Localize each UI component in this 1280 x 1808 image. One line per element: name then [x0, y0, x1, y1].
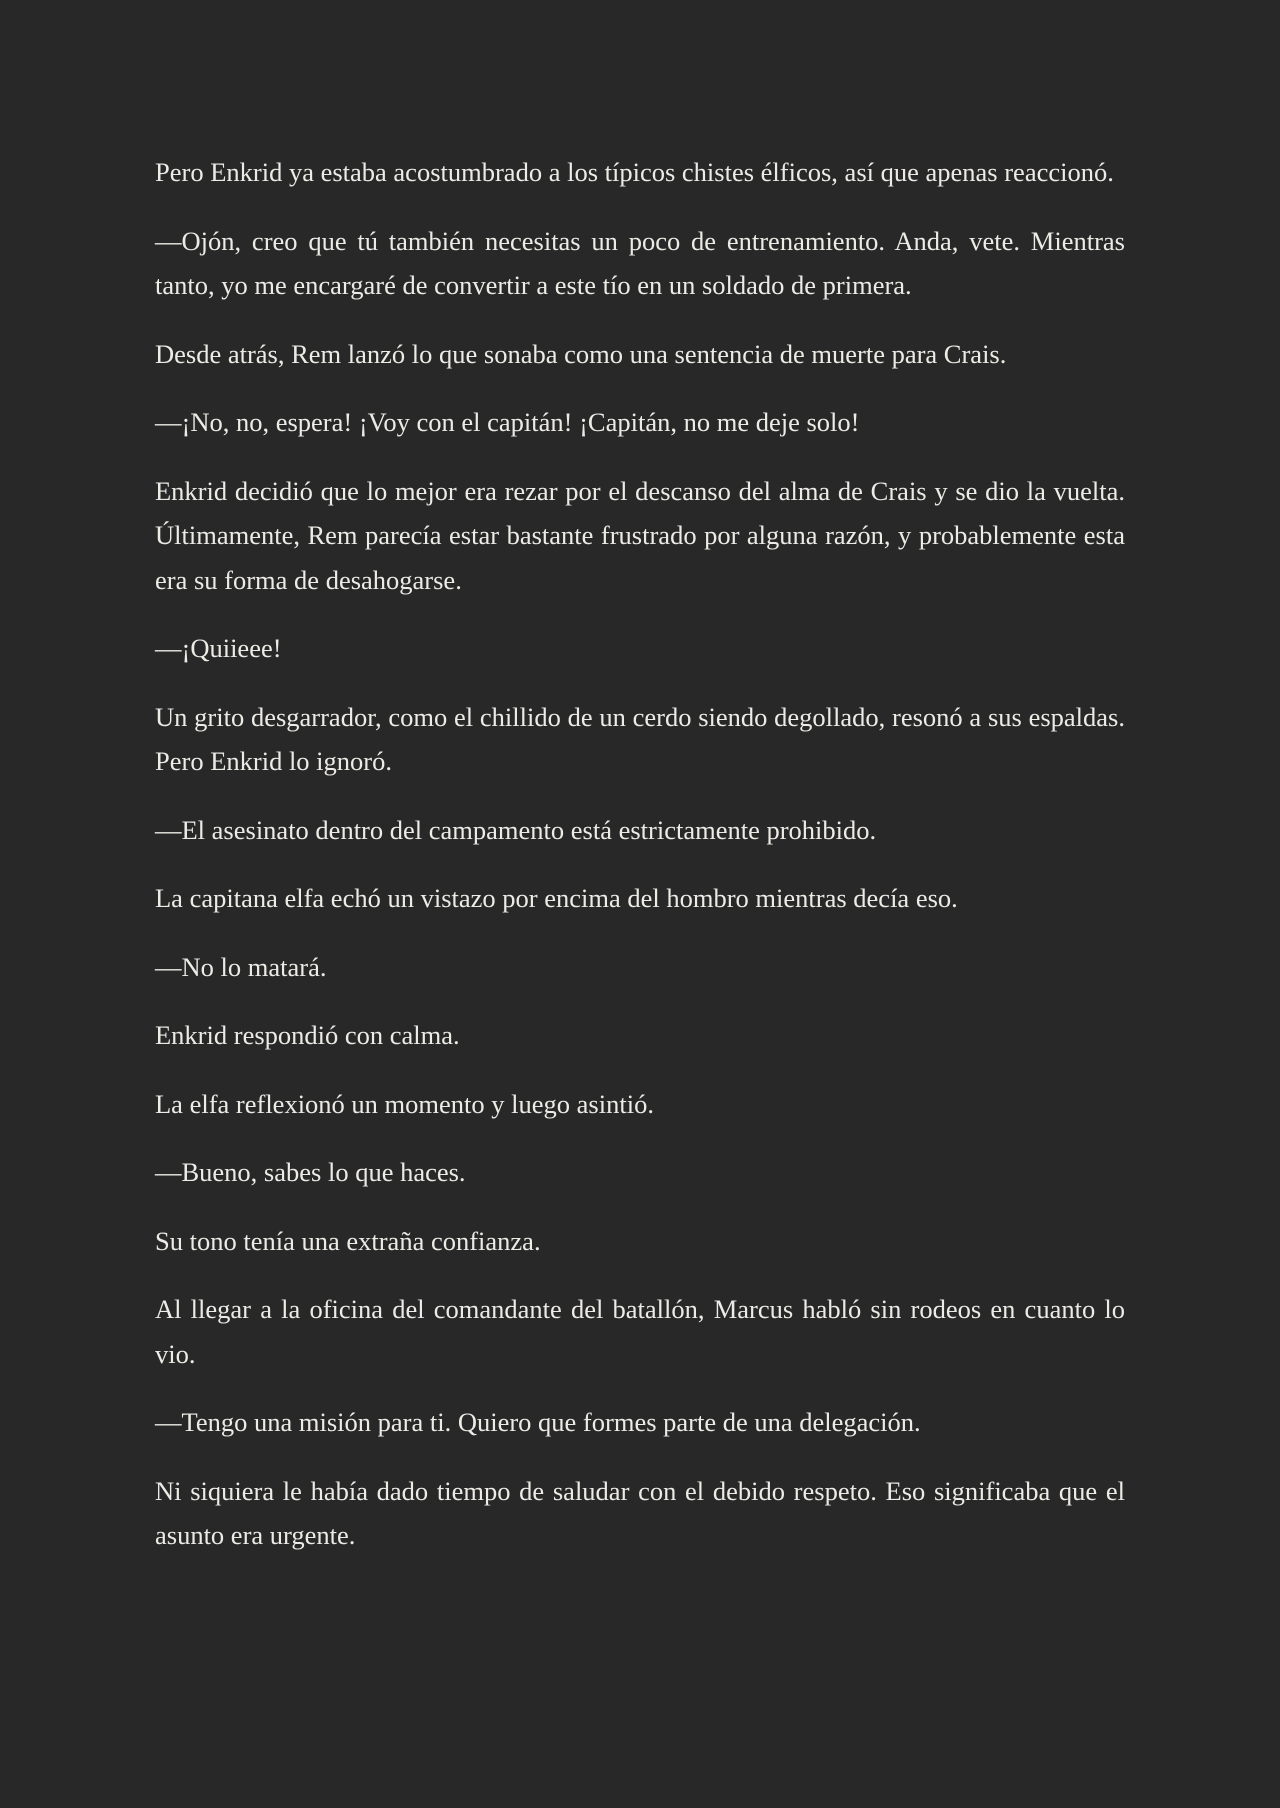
story-text [155, 150, 1125, 1558]
paragraph: Al llegar a la oficina del comandante del batallón, Marcus habló sin rodeos en cuanto lo vio. [155, 1294, 1125, 1369]
paragraph: —¡Quiieee! [155, 633, 282, 663]
paragraph: —Ojón, creo que tú también necesitas un poco de entrenamiento. Anda, vete. Mientras tanto, yo me encargaré de convertir a este tío en un soldado de primera. [155, 225, 1125, 300]
paragraph: Ni siquiera le había dado tiempo de saludar con el debido respeto. Eso significaba que el asunto era urgente. [155, 1475, 1125, 1550]
paragraph: Desde atrás, Rem lanzó lo que sonaba como una sentencia de muerte para Crais. [155, 338, 1007, 369]
paragraph: Su tono tenía una extraña confianza. [155, 1225, 541, 1256]
paragraph: La elfa reflexionó un momento y luego asintió. [155, 1088, 654, 1119]
paragraph: —No lo matará. [155, 951, 327, 982]
paragraph: Enkrid decidió que lo mejor era rezar por el descanso del alma de Crais y se dio la vuelta. Últimamente, Rem parecía estar bastante frustrado por alguna razón, y probablemente esta era su forma de desahogarse. [155, 475, 1125, 595]
paragraph: Pero Enkrid ya estaba acostumbrado a los típicos chistes élficos, así que apenas reaccionó. [155, 157, 1114, 187]
paragraph: La capitana elfa echó un vistazo por encima del hombro mientras decía eso. [155, 883, 958, 913]
paragraph: —¡No, no, espera! ¡Voy con el capitán! ¡Capitán, no me deje solo! [155, 407, 860, 437]
paragraph: Enkrid respondió con calma. [155, 1020, 460, 1050]
paragraph: Un grito desgarrador, como el chillido de un cerdo siendo degollado, resonó a sus espaldas. Pero Enkrid lo ignoró. [155, 701, 1125, 776]
paragraph: —Bueno, sabes lo que haces. [155, 1157, 466, 1187]
paragraph: —El asesinato dentro del campamento está estrictamente prohibido. [155, 814, 877, 845]
paragraph: —Tengo una misión para ti. Quiero que formes parte de una delegación. [155, 1407, 921, 1437]
